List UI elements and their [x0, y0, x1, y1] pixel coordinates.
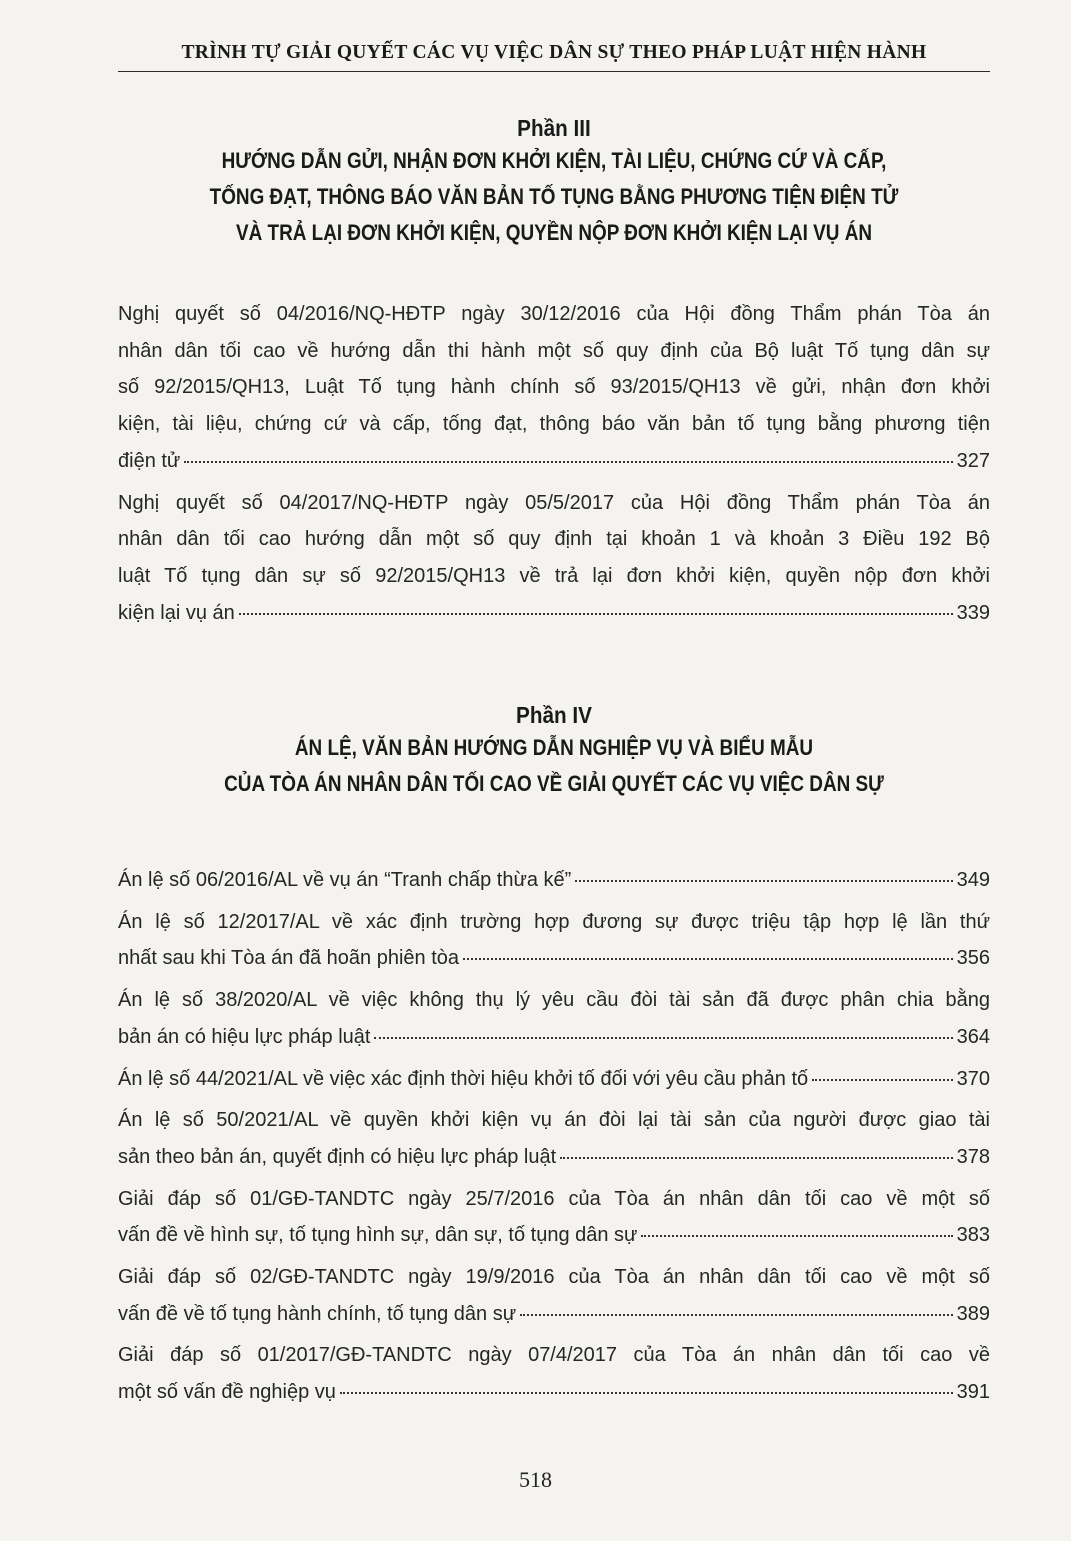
part-4-heading	[118, 700, 990, 802]
part-3-title: Phần III	[517, 115, 591, 141]
toc-entry-text: nhất sau khi Tòa án đã hoãn phiên tòa	[118, 947, 460, 970]
toc-entry-last-line	[118, 1019, 990, 1056]
part-3-subtitle-line: HƯỚNG DẪN GỬI, NHẬN ĐƠN KHỞI KIỆN, TÀI LIỆU, CHỨNG CỨ VÀ CẤP,	[221, 148, 887, 173]
toc-entry-text: bản án có hiệu lực pháp luật	[118, 1025, 371, 1048]
toc-entry-line: nhân dân tối cao hướng dẫn một số quy định tại khoản 1 và khoản 3 Điều 192 Bộ	[118, 528, 990, 551]
part-3-subtitle-line: VÀ TRẢ LẠI ĐƠN KHỞI KIỆN, QUYỀN NỘP ĐƠN KHỞI KIỆN LẠI VỤ ÁN	[235, 220, 873, 245]
toc-entry-text: điện tử	[118, 449, 181, 472]
toc-entry-text: kiện lại vụ án	[118, 601, 235, 624]
toc-page-ref: 383	[956, 1224, 990, 1247]
toc-entry-last-line	[118, 1061, 990, 1098]
toc-entry-text: Án lệ số 44/2021/AL về việc xác định thời hiệu khởi tố đối với yêu cầu phản tố	[118, 1067, 809, 1090]
toc-entry-line: Án lệ số 12/2017/AL về xác định trường hợp đương sự được triệu tập hợp lệ lần thứ	[118, 910, 990, 933]
toc-entry-last-line	[118, 1296, 990, 1333]
header-rule	[118, 71, 990, 72]
part-3-heading	[118, 113, 990, 251]
toc-entry-last-line	[118, 443, 990, 480]
toc-entry[interactable]	[118, 1102, 990, 1175]
page-number: 518	[519, 1467, 552, 1492]
toc-entry-line: Nghị quyết số 04/2017/NQ-HĐTP ngày 05/5/2017 của Hội đồng Thẩm phán Tòa án	[118, 491, 990, 514]
toc-entry-text: vấn đề về tố tụng hành chính, tố tụng dân sự	[118, 1302, 517, 1325]
dot-leader	[560, 1157, 952, 1159]
toc-entry-line: Án lệ số 50/2021/AL về quyền khởi kiện vụ án đòi lại tài sản của người được giao tài	[118, 1109, 990, 1132]
toc-page-ref: 389	[956, 1302, 990, 1325]
toc-entry-line: nhân dân tối cao về hướng dẫn thi hành một số quy định của Bộ luật Tố tụng dân sự	[118, 339, 990, 362]
part-4-subtitle-line: CỦA TÒA ÁN NHÂN DÂN TỐI CAO VỀ GIẢI QUYẾT CÁC VỤ VIỆC DÂN SỰ	[224, 771, 884, 796]
toc-entry-last-line	[118, 1139, 990, 1176]
toc-page-ref: 356	[956, 947, 990, 970]
toc-page-ref: 349	[956, 869, 990, 891]
toc-entry-line: Giải đáp số 02/GĐ-TANDTC ngày 19/9/2016 của Tòa án nhân dân tối cao về một số	[118, 1266, 990, 1289]
toc-entry-line: Giải đáp số 01/2017/GĐ-TANDTC ngày 07/4/2017 của Tòa án nhân dân tối cao về	[118, 1344, 990, 1367]
toc-entry[interactable]	[118, 296, 990, 480]
toc-entry-last-line	[118, 1374, 990, 1411]
toc-entry-line: Giải đáp số 01/GĐ-TANDTC ngày 25/7/2016 của Tòa án nhân dân tối cao về một số	[118, 1187, 990, 1210]
dot-leader	[575, 880, 952, 882]
toc-entry-line: Nghị quyết số 04/2016/NQ-HĐTP ngày 30/12/2016 của Hội đồng Thẩm phán Tòa án	[118, 303, 990, 325]
toc-page-ref: 370	[956, 1067, 990, 1090]
dot-leader	[641, 1235, 952, 1237]
dot-leader	[340, 1392, 953, 1394]
toc-entry-last-line	[118, 862, 990, 899]
toc-entry[interactable]	[118, 1061, 990, 1098]
toc-entry[interactable]	[118, 1337, 990, 1410]
toc-page-ref: 378	[956, 1145, 990, 1168]
toc-entry-text: một số vấn đề nghiệp vụ	[118, 1381, 336, 1404]
dot-leader	[374, 1037, 952, 1039]
toc-entry-line: số 92/2015/QH13, Luật Tố tụng hành chính số 93/2015/QH13 về gửi, nhận đơn khởi	[118, 376, 990, 399]
part-3-entries	[118, 296, 990, 636]
toc-page-ref: 339	[956, 601, 990, 624]
toc-entry-last-line	[118, 595, 990, 632]
dot-leader	[463, 958, 953, 960]
toc-entry-line: kiện, tài liệu, chứng cứ và cấp, tống đạt, thông báo văn bản tố tụng bằng phương tiện	[118, 413, 990, 436]
toc-entry[interactable]	[118, 485, 990, 632]
toc-entry[interactable]	[118, 982, 990, 1055]
toc-entry-last-line	[118, 940, 990, 977]
toc-page-ref: 391	[956, 1381, 990, 1404]
toc-entry-line: luật Tố tụng dân sự số 92/2015/QH13 về trả lại đơn khởi kiện, quyền nộp đơn khởi	[118, 564, 990, 587]
toc-entry[interactable]	[118, 904, 990, 977]
part-4-title: Phần IV	[516, 702, 592, 728]
toc-entry[interactable]	[118, 862, 990, 899]
toc-entry-text: vấn đề về hình sự, tố tụng hình sự, dân sự, tố tụng dân sự	[118, 1224, 638, 1247]
toc-page-ref: 327	[956, 449, 990, 472]
toc-entry-text: sản theo bản án, quyết định có hiệu lực pháp luật	[118, 1145, 557, 1168]
toc-entry-text: Án lệ số 06/2016/AL về vụ án “Tranh chấp thừa kế”	[118, 869, 572, 891]
dot-leader	[812, 1079, 952, 1081]
toc-entry[interactable]	[118, 1181, 990, 1254]
toc-page-ref: 364	[956, 1025, 990, 1048]
part-3-subtitle-line: TỐNG ĐẠT, THÔNG BÁO VĂN BẢN TỐ TỤNG BẰNG PHƯƠNG TIỆN ĐIỆN TỬ	[209, 184, 899, 209]
toc-entry[interactable]	[118, 1259, 990, 1332]
part-4-entries	[118, 862, 990, 1416]
part-4-subtitle-line: ÁN LỆ, VĂN BẢN HƯỚNG DẪN NGHIỆP VỤ VÀ BIỂU MẪU	[294, 735, 814, 760]
dot-leader	[520, 1314, 953, 1316]
toc-entry-last-line	[118, 1217, 990, 1254]
dot-leader	[184, 461, 952, 463]
toc-entry-line: Án lệ số 38/2020/AL về việc không thụ lý yêu cầu đòi tài sản đã được phân chia bằng	[118, 989, 990, 1012]
running-header: TRÌNH TỰ GIẢI QUYẾT CÁC VỤ VIỆC DÂN SỰ THEO PHÁP LUẬT HIỆN HÀNH	[181, 42, 927, 63]
dot-leader	[239, 613, 953, 615]
